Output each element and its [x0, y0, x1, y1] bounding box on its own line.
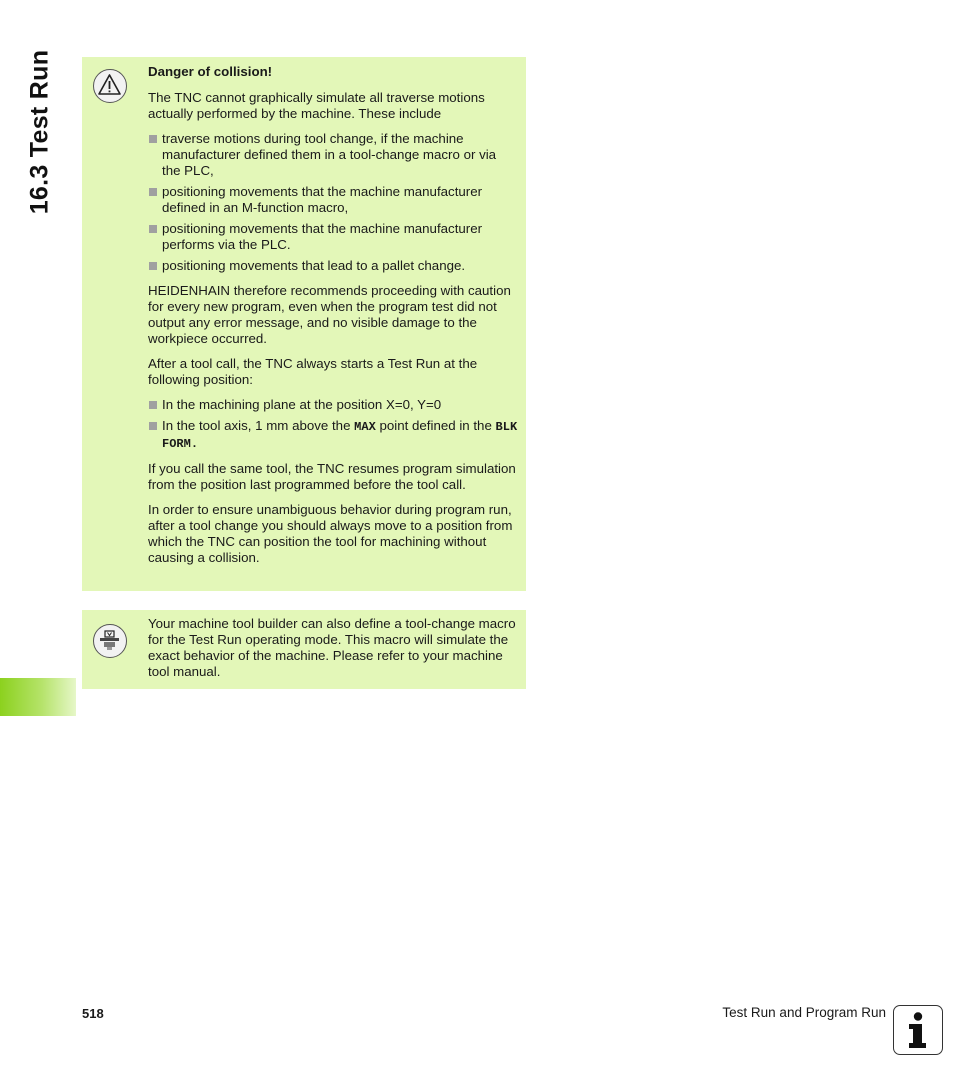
bullet-square-icon [149, 422, 157, 430]
list-item: positioning movements that lead to a pallet change. [148, 258, 518, 274]
same-tool-paragraph: If you call the same tool, the TNC resumes program simulation from the position last programmed before the tool call. [148, 461, 516, 492]
blk-form-code: BLK FORM [162, 420, 518, 451]
traverse-motion-list [148, 131, 518, 274]
behavior-paragraph: In order to ensure unambiguous behavior during program run, after a tool change you should always move to a position from which the TNC can position the tool for machining without causing a collision. [148, 502, 513, 565]
machine-note-content [148, 616, 518, 689]
chapter-tab-marker [0, 678, 76, 716]
warning-triangle-icon [93, 69, 127, 103]
machine-note-box [82, 610, 526, 689]
start-position-list [148, 397, 518, 452]
section-side-title [12, 49, 68, 215]
bullet-square-icon [149, 401, 157, 409]
bullet-square-icon [149, 262, 157, 270]
list-item: In the tool axis, 1 mm above the MAX point defined in the BLK FORM. [148, 418, 518, 452]
page-number: 518 [82, 1006, 104, 1021]
warning-heading: Danger of collision! [148, 64, 273, 79]
bullet-square-icon [149, 188, 157, 196]
recommendation-paragraph: HEIDENHAIN therefore recommends proceeding with caution for every new program, even when the program test did not output any error message, and no visible damage to the workpiece occurred. [148, 283, 511, 346]
info-icon [893, 1005, 943, 1055]
footer-chapter-title: Test Run and Program Run [722, 1005, 886, 1020]
machine-note-text: Your machine tool builder can also define a tool-change macro for the Test Run operating mode. This macro will simulate the exact behavior of the machine. Please refer to your machine tool manual. [148, 616, 516, 679]
machine-tool-icon [93, 624, 127, 658]
list-item: In the machining plane at the position X=0, Y=0 [148, 397, 518, 413]
warning-content [148, 64, 518, 575]
start-position-intro: After a tool call, the TNC always starts a Test Run at the following position: [148, 356, 478, 387]
list-item: positioning movements that the machine manufacturer performs via the PLC. [148, 221, 518, 253]
list-item: positioning movements that the machine manufacturer defined in an M-function macro, [148, 184, 518, 216]
bullet-square-icon [149, 135, 157, 143]
list-item: traverse motions during tool change, if the machine manufacturer defined them in a tool-change macro or via the PLC, [148, 131, 518, 179]
max-code: MAX [354, 420, 376, 434]
bullet-square-icon [149, 225, 157, 233]
section-title-text: 16.3 Test Run [25, 49, 54, 215]
warning-intro: The TNC cannot graphically simulate all traverse motions actually performed by the machine. These include [148, 90, 485, 121]
collision-warning-box [82, 57, 526, 591]
